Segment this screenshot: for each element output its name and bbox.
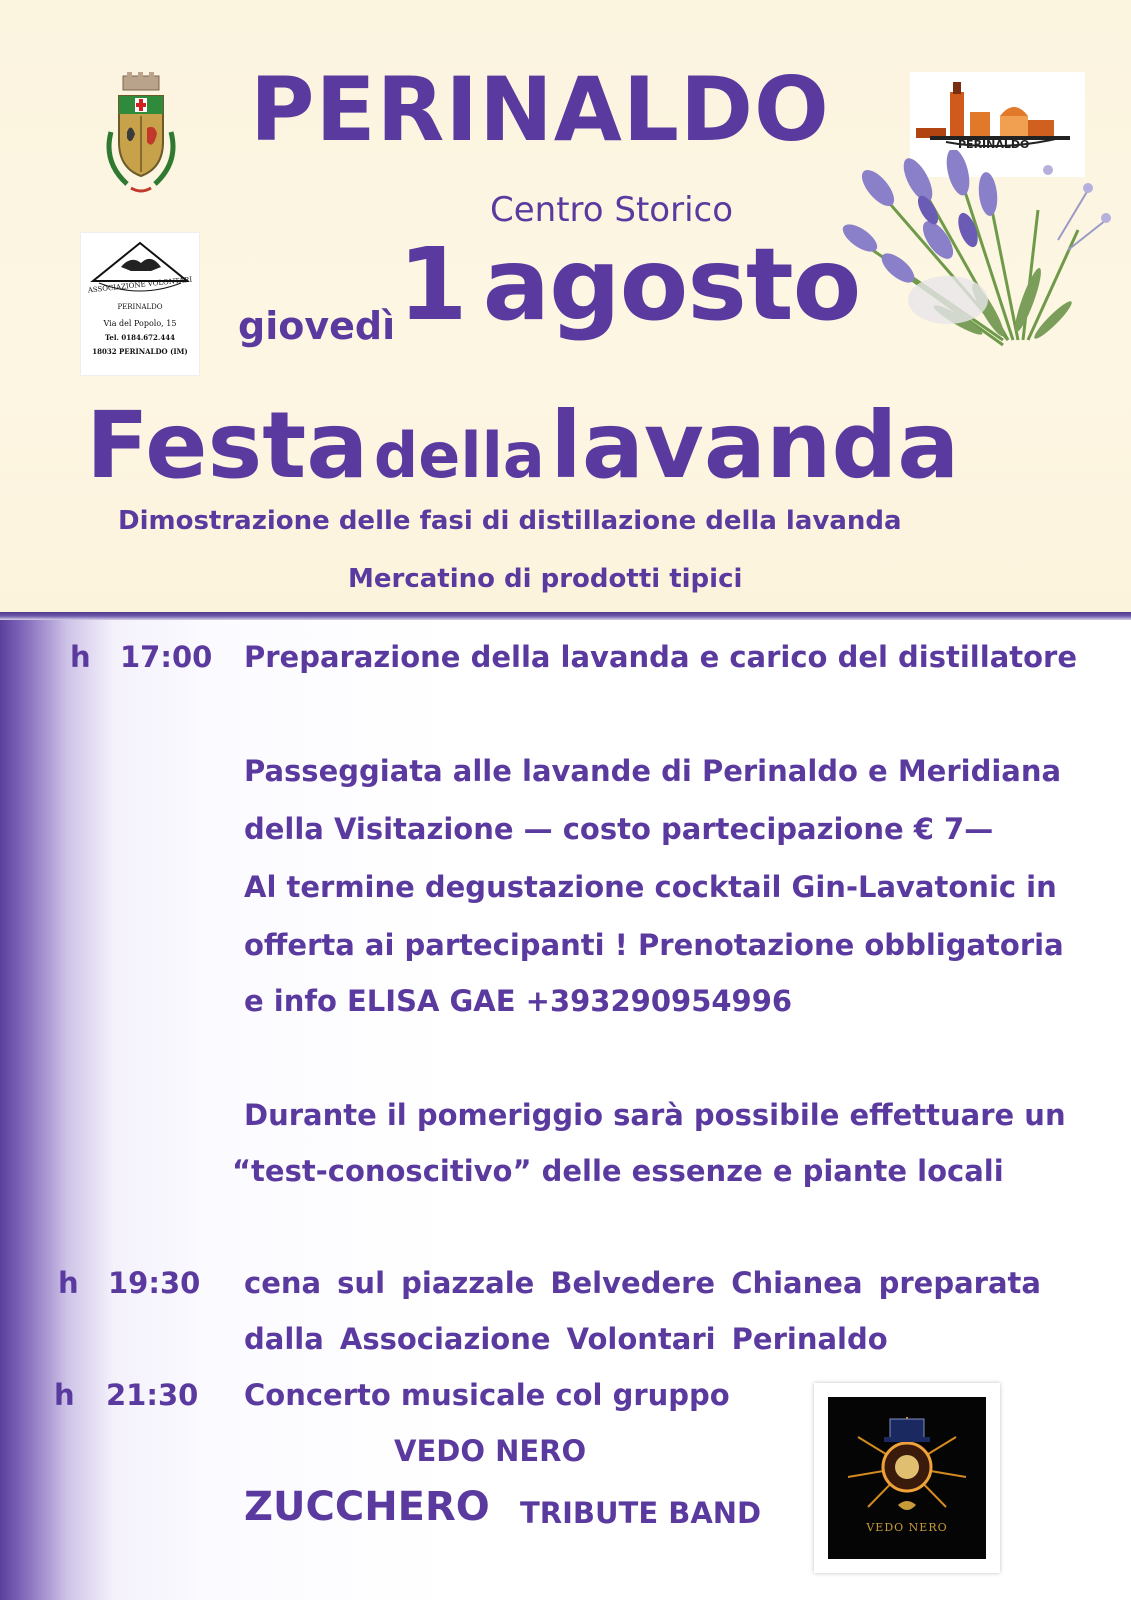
assoc-town-text: PERINALDO	[117, 303, 163, 311]
weekday-text: giovedì	[238, 304, 396, 348]
walk-line: della Visitazione — costo partecipazione € 7—	[244, 812, 994, 846]
walk-line: e info ELISA GAE +393290954996	[244, 984, 793, 1018]
test-line: “test-conoscitivo” delle essenze e piante locali	[232, 1154, 1004, 1188]
zucchero-text: ZUCCHERO	[244, 1484, 490, 1530]
assoc-phone-text: Tel. 0184.672.444	[105, 333, 175, 342]
perinaldo-logo-label: PERINALDO	[958, 138, 1030, 151]
schedule-time: 21:30	[106, 1378, 199, 1412]
schedule-time: 17:00	[120, 640, 213, 674]
lavender-bouquet-image	[838, 150, 1118, 380]
hour-marker: h	[58, 1266, 79, 1300]
subtitle-distillation: Dimostrazione delle fasi di distillazione della lavanda	[118, 506, 902, 536]
town-title: PERINALDO	[250, 58, 830, 161]
event-title-word3: lavanda	[550, 392, 960, 499]
associazione-volontari-logo	[80, 232, 200, 376]
concert-line: Concerto musicale col gruppo	[244, 1378, 730, 1412]
walk-line: offerta ai partecipanti ! Prenotazione obbligatoria	[244, 928, 1064, 962]
assoc-city-text: 18032 PERINALDO (IM)	[92, 347, 188, 356]
dinner-line: dalla Associazione Volontari Perinaldo	[244, 1322, 888, 1356]
event-title	[86, 392, 959, 499]
comune-coat-of-arms-logo	[97, 72, 185, 207]
event-date	[398, 226, 860, 343]
schedule-description: Preparazione della lavanda e carico del distillatore	[244, 640, 1078, 674]
dinner-line: cena sul piazzale Belvedere Chianea preparata	[244, 1266, 1041, 1300]
band-name: VEDO NERO	[394, 1434, 587, 1468]
band-logo-text: VEDO NERO	[866, 1521, 948, 1534]
assoc-address-text: Via del Popolo, 15	[103, 319, 177, 328]
walk-line: Passeggiata alle lavande di Perinaldo e Meridiana	[244, 754, 1062, 788]
event-title-word1: Festa	[86, 392, 369, 499]
test-line: Durante il pomeriggio sarà possibile effettuare un	[244, 1098, 1066, 1132]
hour-marker: h	[54, 1378, 75, 1412]
event-month: agosto	[482, 226, 861, 343]
event-title-word2: della	[373, 419, 545, 492]
walk-line: Al termine degustazione cocktail Gin-Lavatonic in	[244, 870, 1057, 904]
event-day: 1	[398, 226, 467, 343]
divider-band	[0, 612, 1131, 620]
hour-marker: h	[70, 640, 91, 674]
assoc-name-text: ASSOCIAZIONE VOLONTARI	[87, 275, 193, 295]
location-subtitle: Centro Storico	[490, 190, 734, 230]
band-logo-image	[814, 1383, 1000, 1573]
schedule-time: 19:30	[108, 1266, 201, 1300]
subtitle-market: Mercatino di prodotti tipici	[348, 564, 743, 594]
tribute-band-text: TRIBUTE BAND	[520, 1496, 762, 1530]
